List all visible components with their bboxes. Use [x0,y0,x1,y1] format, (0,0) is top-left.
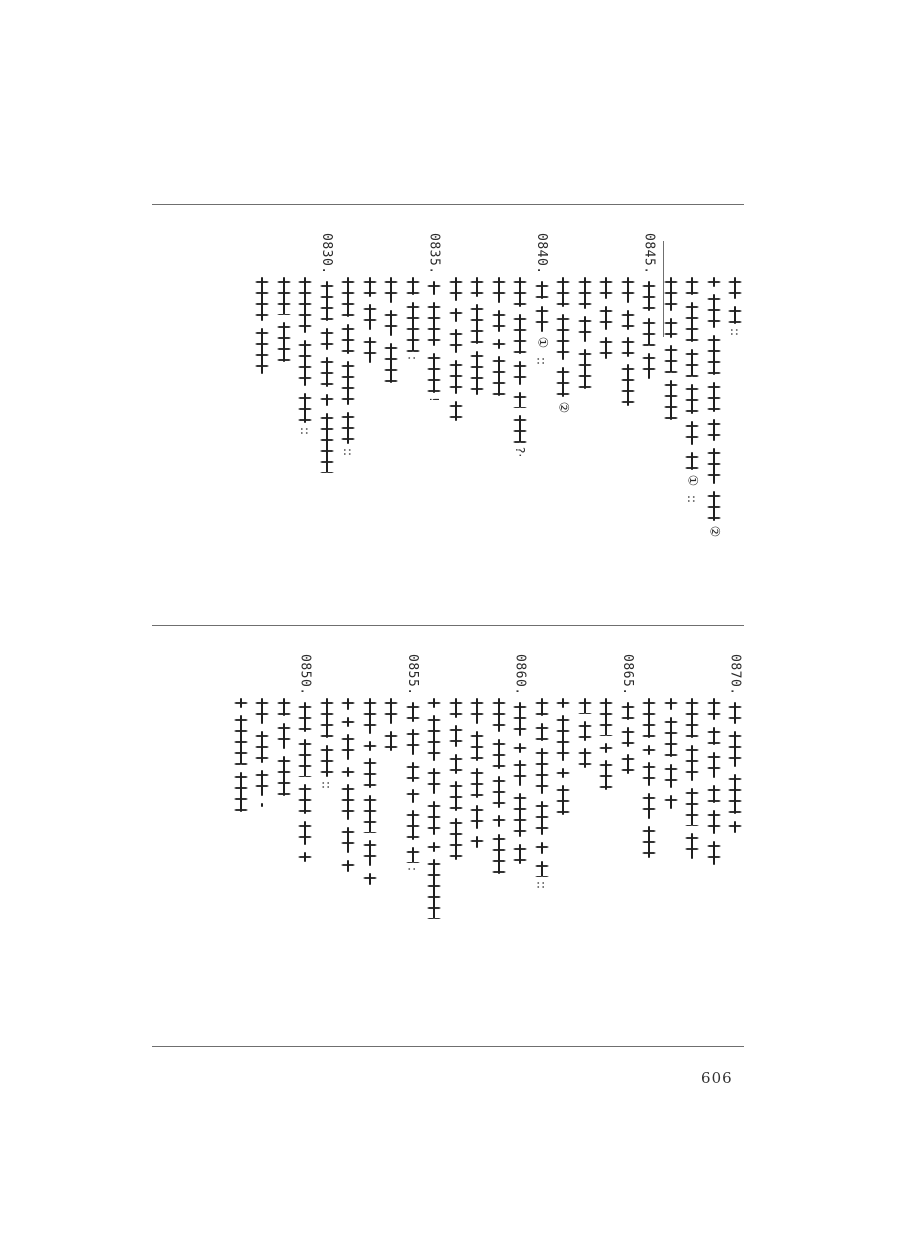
punctuation: ?· [513,447,527,458]
mongolian-word [621,277,635,303]
mongolian-word [363,840,377,866]
mongolian-word [685,349,699,377]
mongolian-word [255,328,269,374]
mongolian-word [492,739,506,769]
mongolian-word [513,793,527,837]
mongolian-word [341,784,355,820]
middle-rule [152,625,744,626]
punctuation: :: [728,328,742,337]
mongolian-word [642,745,656,755]
line-number: 0865. [620,654,635,696]
mongolian-word [384,343,398,383]
mongolian-word [255,803,269,807]
mongolian-word [578,316,592,342]
text-column [249,233,275,374]
mongolian-word [449,725,463,747]
mongolian-word [277,756,291,796]
mongolian-word [449,698,463,718]
line-number: 0855. [405,654,420,696]
mongolian-word [406,847,420,863]
mongolian-word [707,752,721,778]
mongolian-word [492,776,506,808]
footnote-marker: ① [534,336,549,348]
mongolian-word [599,306,613,330]
mongolian-word [707,698,721,720]
punctuation: :: [341,448,355,457]
mongolian-word [621,754,635,774]
mongolian-word [535,698,549,716]
mongolian-word [298,277,312,333]
mongolian-word [556,277,570,307]
mongolian-word [492,698,506,732]
mongolian-word [363,873,377,885]
mongolian-word [513,361,527,385]
mongolian-word [664,345,678,373]
mongolian-word [492,834,506,874]
mongolian-word [427,842,441,852]
mongolian-word [707,294,721,328]
mongolian-word [621,702,635,720]
mongolian-word [556,314,570,360]
mongolian-word [685,277,699,295]
mongolian-word [384,310,398,336]
mongolian-word [664,318,678,338]
mongolian-word [470,698,484,724]
mongolian-word [664,764,678,788]
mongolian-word [234,715,248,765]
mongolian-word [470,731,484,761]
mongolian-word [578,698,592,714]
mongolian-word [513,844,527,864]
punctuation: :: [298,427,312,436]
mongolian-word [535,861,549,877]
mongolian-word [406,302,420,352]
mongolian-word [535,801,549,835]
mongolian-word [449,781,463,811]
mongolian-word [685,452,699,470]
mongolian-word [341,277,355,317]
mongolian-word [621,727,635,747]
mongolian-word [234,772,248,812]
mongolian-word [707,277,721,287]
mongolian-word [728,731,742,767]
mongolian-word [492,356,506,396]
mongolian-word [406,702,420,722]
mongolian-word [707,419,721,441]
mongolian-word [513,415,527,443]
mongolian-word [406,810,420,840]
line-number: 0840. [534,233,549,275]
mongolian-word [427,281,441,295]
mongolian-word [685,421,699,445]
mongolian-word [664,277,678,311]
mongolian-word [621,364,635,406]
mongolian-word [384,731,398,751]
mongolian-word [427,801,441,835]
mongolian-word [707,448,721,484]
mongolian-word [320,328,334,350]
mongolian-word [642,353,656,379]
mongolian-word [277,277,291,315]
mongolian-word [470,768,484,798]
mongolian-word [685,833,699,859]
mongolian-word [685,384,699,414]
mongolian-word [255,277,269,321]
mongolian-word [685,302,699,342]
mongolian-word [556,768,570,778]
footnote-marker: ② [706,525,721,538]
mongolian-word [728,306,742,324]
mongolian-word [277,322,291,362]
mongolian-word [427,353,441,393]
mongolian-word [406,277,420,295]
line-number: 0835. [426,233,442,275]
mongolian-word [621,337,635,357]
mongolian-word [341,827,355,853]
mongolian-word [535,723,549,741]
mongolian-word [492,310,506,332]
mongolian-word [470,836,484,848]
mongolian-word [535,306,549,332]
mongolian-word [341,324,355,354]
mongolian-word [556,715,570,761]
mongolian-word [578,277,592,309]
mongolian-word [449,754,463,774]
mongolian-word [298,340,312,386]
mongolian-word [513,277,527,307]
mongolian-word [427,302,441,346]
mongolian-word [492,277,506,303]
line-number: 0845. [641,233,657,275]
mongolian-word [320,745,334,777]
mongolian-word [664,380,678,420]
mongolian-word [707,382,721,412]
mongolian-word [449,329,463,353]
mongolian-word [320,698,334,738]
mongolian-word [685,788,699,826]
mongolian-word [298,784,312,814]
mongolian-word [255,698,269,724]
mongolian-word [449,277,463,301]
mongolian-word [556,785,570,815]
mongolian-word [320,394,334,406]
mongolian-word [363,337,377,363]
line-number: 0870. [727,654,743,696]
mongolian-word [341,361,355,405]
mongolian-word [728,277,742,299]
mongolian-word [685,745,699,781]
mongolian-word [363,758,377,788]
mongolian-word [599,337,613,359]
mongolian-word [427,768,441,794]
mongolian-word [449,818,463,860]
mongolian-word [556,698,570,708]
mongolian-word [599,698,613,736]
mongolian-word [707,810,721,834]
mongolian-word [642,318,656,346]
mongolian-word [492,339,506,349]
mongolian-word [707,335,721,375]
mongolian-word [599,760,613,790]
mongolian-word [298,821,312,845]
mongolian-word [599,277,613,299]
mongolian-word [406,729,420,755]
top-rule [152,204,744,205]
mongolian-word [556,367,570,397]
mongolian-word [535,748,549,794]
mongolian-word [470,351,484,395]
mongolian-word [728,702,742,724]
mongolian-word [298,739,312,777]
punctuation: ! [427,396,441,402]
footnote-marker: ① [684,474,700,487]
mongolian-word [341,717,355,727]
mongolian-word [384,698,398,724]
mongolian-word [664,698,678,710]
mongolian-word [363,304,377,330]
mongolian-word [685,698,699,738]
mongolian-word [234,698,248,708]
mongolian-word [707,727,721,745]
mongolian-word [470,277,484,297]
mongolian-word [578,721,592,741]
mongolian-word [427,698,441,708]
mongolian-word [449,360,463,394]
mongolian-word [513,392,527,408]
line-number: 0860. [512,654,528,696]
mongolian-word [427,859,441,919]
mongolian-word [707,841,721,865]
mongolian-word [298,852,312,862]
mongolian-word [298,702,312,732]
mongolian-word [664,795,678,809]
mongolian-word [406,762,420,782]
mongolian-word [470,304,484,344]
mongolian-word [642,793,656,819]
mongolian-word [621,310,635,330]
mongolian-word [728,774,742,814]
mongolian-word [427,715,441,761]
mongolian-word [513,743,527,753]
mongolian-word [277,723,291,749]
mongolian-word [728,821,742,833]
bottom-rule [152,1046,744,1047]
mongolian-word [341,860,355,872]
punctuation: :: [319,781,334,790]
line-number: 0850. [297,654,313,696]
mongolian-word [642,762,656,786]
mongolian-word [578,748,592,768]
line-number: 0830. [319,233,334,275]
mongolian-word [363,741,377,751]
mongolian-word [470,805,484,829]
mongolian-word [535,281,549,299]
mongolian-word [492,815,506,827]
text-column [228,654,254,812]
mongolian-word [363,277,377,297]
mongolian-word [341,734,355,760]
mongolian-word [578,349,592,389]
punctuation: : [405,356,420,361]
mongolian-word [449,308,463,322]
mongolian-word [320,413,334,473]
mongolian-word [513,702,527,736]
mongolian-word [320,357,334,387]
mongolian-word [363,795,377,833]
mongolian-word [320,281,334,321]
mongolian-word [664,717,678,757]
mongolian-word [707,491,721,521]
mongolian-word [255,770,269,796]
punctuation: :: [534,881,549,890]
mongolian-word [406,789,420,803]
mongolian-word [384,277,398,303]
mongolian-word [535,842,549,854]
mongolian-word [642,281,656,311]
punctuation: :: [534,356,549,365]
mongolian-word [599,743,613,753]
mongolian-word [277,698,291,716]
mongolian-word [363,698,377,734]
mongolian-word [642,698,656,738]
mongolian-word [341,767,355,777]
page-number: 909 [700,1068,732,1086]
punctuation: :: [685,495,699,504]
footnote-marker: ② [555,401,571,414]
mongolian-word [513,760,527,786]
mongolian-word [513,314,527,354]
mongolian-word [255,731,269,763]
mongolian-word [707,785,721,803]
mongolian-word [298,393,312,423]
punctuation: : [405,866,420,871]
mongolian-word [341,412,355,444]
mongolian-word [449,401,463,421]
mongolian-word [341,698,355,710]
mongolian-word [642,826,656,858]
